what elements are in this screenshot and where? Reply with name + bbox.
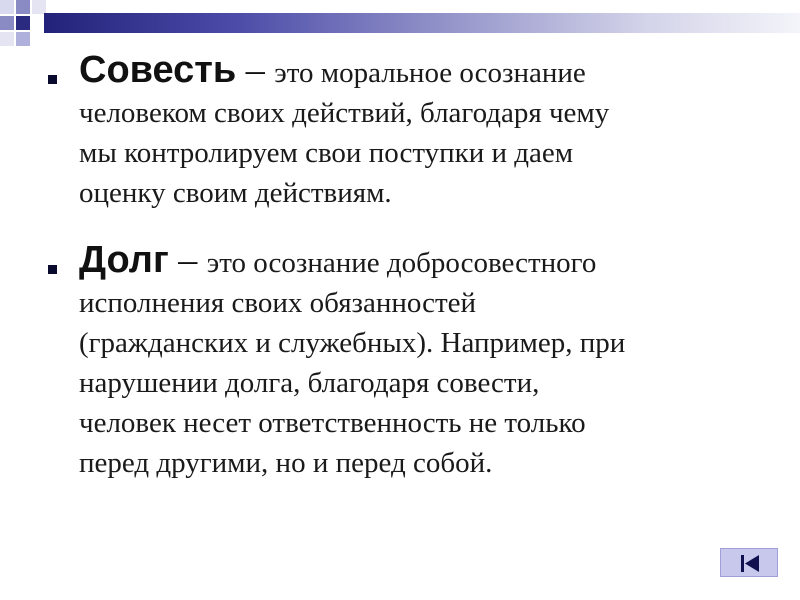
definition-first-line bbox=[79, 240, 769, 283]
term-dash: – bbox=[168, 239, 207, 281]
term-conscience: Совесть bbox=[79, 49, 237, 91]
definition-first-line bbox=[79, 50, 769, 93]
definition-text-line: это моральное осознание bbox=[274, 57, 586, 89]
definition-text-line: оценку своим действиям. bbox=[79, 177, 392, 209]
definition-text-line: перед другими, но и перед собой. bbox=[79, 447, 493, 479]
definition-text-line: мы контролируем свои поступки и даем bbox=[79, 137, 574, 169]
definition-text-line: это осознание добросовестного bbox=[206, 247, 597, 279]
skip-to-first-icon bbox=[741, 555, 759, 572]
first-slide-button[interactable] bbox=[720, 548, 778, 577]
definition-text-line: (гражданских и служебных). Например, при bbox=[79, 327, 626, 359]
definition-text-line: исполнения своих обязанностей bbox=[79, 287, 477, 319]
definition-text-line: нарушении долга, благодаря совести, bbox=[79, 367, 540, 399]
bullet-marker bbox=[48, 265, 57, 274]
definition-text-line: человек несет ответственность не только bbox=[79, 407, 586, 439]
term-duty: Долг bbox=[79, 239, 169, 281]
bullet-marker bbox=[48, 75, 57, 84]
definition-duty bbox=[79, 240, 769, 483]
definition-conscience bbox=[79, 50, 769, 213]
term-dash: – bbox=[236, 49, 275, 91]
definition-text-line: человеком своих действий, благодаря чему bbox=[79, 97, 610, 129]
